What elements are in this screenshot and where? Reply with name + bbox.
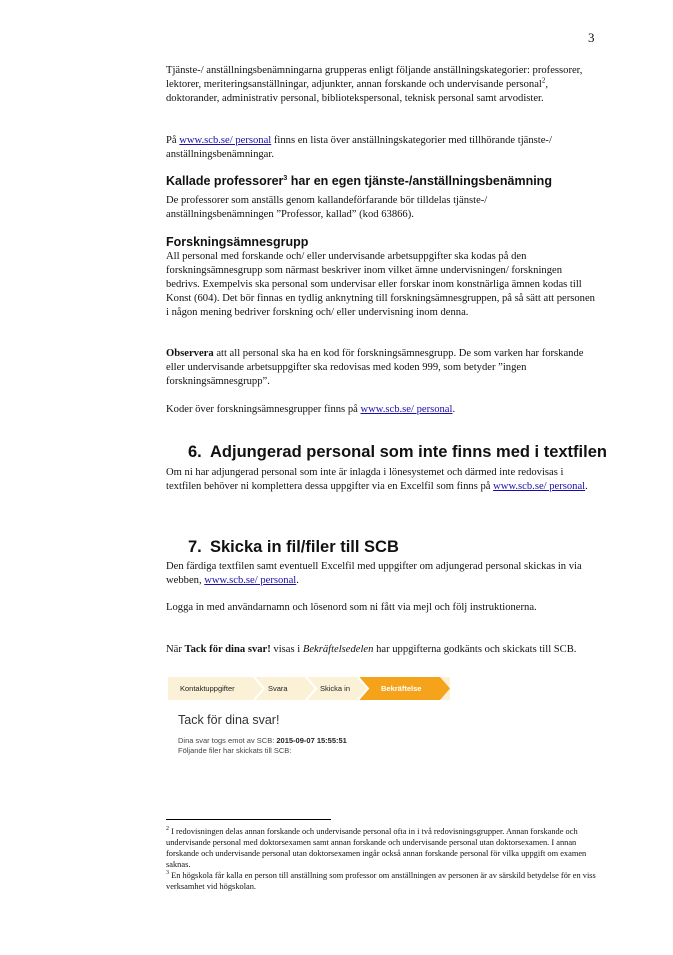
section-6-suffix: . [585,481,588,492]
observera-text: att all personal ska ha en kod för forskningsämnesgrupp. De som varken har forskande eller undervisande arbetsuppgifter ska redovisas med koden 999, som betyder ”ingen forskningsämnesgrupp”. [166,348,584,387]
kallade-heading-text: Kallade professorer [166,174,284,188]
kallade-paragraph: De professorer som anställs genom kallandeförfarande bör tilldelas tjänste-/ anställningsbenämningen ”Professor, kallad” (kod 63866). [166,195,488,220]
list-suffix: finns en lista över anställningskategorier med tillhörande tjänste-/ anställningsbenämningar. [166,135,552,160]
page-number: 3 [588,30,595,45]
section-7-heading [188,538,399,557]
footnote-2 [166,826,596,870]
progress-steps [168,677,450,700]
scb-personal-link[interactable]: www.scb.se/ personal [204,575,297,586]
footnote-mark: 3 [166,870,169,877]
confirm-files: Följande filer har skickats till SCB: [178,746,292,755]
confirm-title: Tack för dina svar! [178,713,280,727]
kallade-heading [166,174,552,188]
step-svara[interactable]: Svara [268,684,288,693]
forskning-heading: Forskningsämnesgrupp [166,235,309,249]
section-title: Adjungerad personal som inte finns med i textfilen [210,443,607,461]
observera-paragraph [166,347,596,389]
footnote-text: En högskola får kalla en person till anställning som professor om anställningen av personen är av särskild betydelse för en viss verksamhet vid högskolan. [166,871,596,891]
intro-paragraph [166,64,596,106]
login-paragraph: Logga in med användarnamn och lösenord som ni fått via mejl och följ instruktionerna. [166,602,537,613]
nar-paragraph [166,643,596,657]
step-kontaktuppgifter[interactable]: Kontaktuppgifter [180,684,235,693]
nar-mid: visas i [270,644,303,655]
step-bekraftelse[interactable]: Bekräftelse [381,684,422,693]
koder-suffix: . [452,404,456,415]
footnote-ref[interactable]: 2 [541,76,546,85]
section-7-suffix: . [296,575,299,586]
section-7-paragraph [166,560,596,588]
koder-paragraph [166,403,596,417]
nar-italic: Bekräftelsedelen [302,644,374,655]
section-6-heading [188,443,607,462]
observera-bold: Observera [166,348,214,359]
section-6-paragraph [166,466,596,494]
received-label: Dina svar togs emot av SCB: [178,736,277,745]
step-divider [254,677,264,700]
confirm-received [178,736,347,745]
nar-prefix: När [166,644,185,655]
scb-personal-link[interactable]: www.scb.se/ personal [179,135,272,146]
section-6-text: Om ni har adjungerad personal som inte är inlagda i lönesystemet och därmed inte redovisas i textfilen behöver ni komplettera dessa uppgifter via en Excelfil som finns på [166,467,564,492]
section-title: Skicka in fil/filer till SCB [210,538,399,556]
section-number: 6. [188,443,202,461]
step-skicka-in[interactable]: Skicka in [320,684,351,693]
section-number: 7. [188,538,202,556]
footnote-3 [166,870,596,892]
footnote-mark: 2 [166,826,169,833]
list-prefix: På [166,135,180,146]
intro-text-cont: , doktorander, administrativ personal, bibliotekspersonal, teknisk personal samt arvodister. [166,79,549,104]
kallade-heading-text-cont: har en egen tjänste-/anställningsbenämning [287,174,552,188]
footnotes [166,826,596,892]
step-divider [306,677,316,700]
koder-prefix: Koder över forskningsämnesgrupper finns på [166,404,361,415]
footnote-ref[interactable]: 3 [283,174,288,182]
scb-personal-link[interactable]: www.scb.se/ personal [493,481,586,492]
section-7-text: Den färdiga textfilen samt eventuell Excelfil med uppgifter om adjungerad personal skickas in via webben, [166,561,582,586]
scb-personal-link[interactable]: www.scb.se/ personal [360,404,453,415]
forskning-paragraph: All personal med forskande och/ eller undervisande arbetsuppgifter ska kodas på den forskningsämnesgrupp som närmast beskriver inom vilket ämne undervisningen/ forskningen bedrivs. Exempelvis ska personal som undervisar eller forskar inom konstnärliga ämnen kodas till Konst (604). Det bör finnas en tydlig anknytning till forskningsämnesgruppen, på så sätt att personen i någon mening bedriver forskning och/ eller undervisning inom denna. [166,251,595,318]
footnote-text: I redovisningen delas annan forskande och undervisande personal ofta in i två redovisningsgrupper. Annan forskande och undervisande personal med doktorsexamen samt annan forskande och undervisande personal utan doktorsexamen. I annan forskande och undervisande personal utan doktorsexamen ingår också annan forskande personal för vilka uppgift om examen saknas. [166,827,587,869]
received-timestamp: 2015-09-07 15:55:51 [276,736,347,745]
intro-text: Tjänste-/ anställningsbenämningarna grupperas enligt följande anställningskategorier: professorer, lektorer, meriteringsanställningar, adjunkter, annan forskande och undervisande personal [166,65,583,90]
footnote-divider [166,819,331,820]
list-paragraph [166,134,596,162]
nar-bold: Tack för dina svar! [184,644,271,655]
nar-suffix: har uppgifterna godkänts och skickats till SCB. [373,644,577,655]
